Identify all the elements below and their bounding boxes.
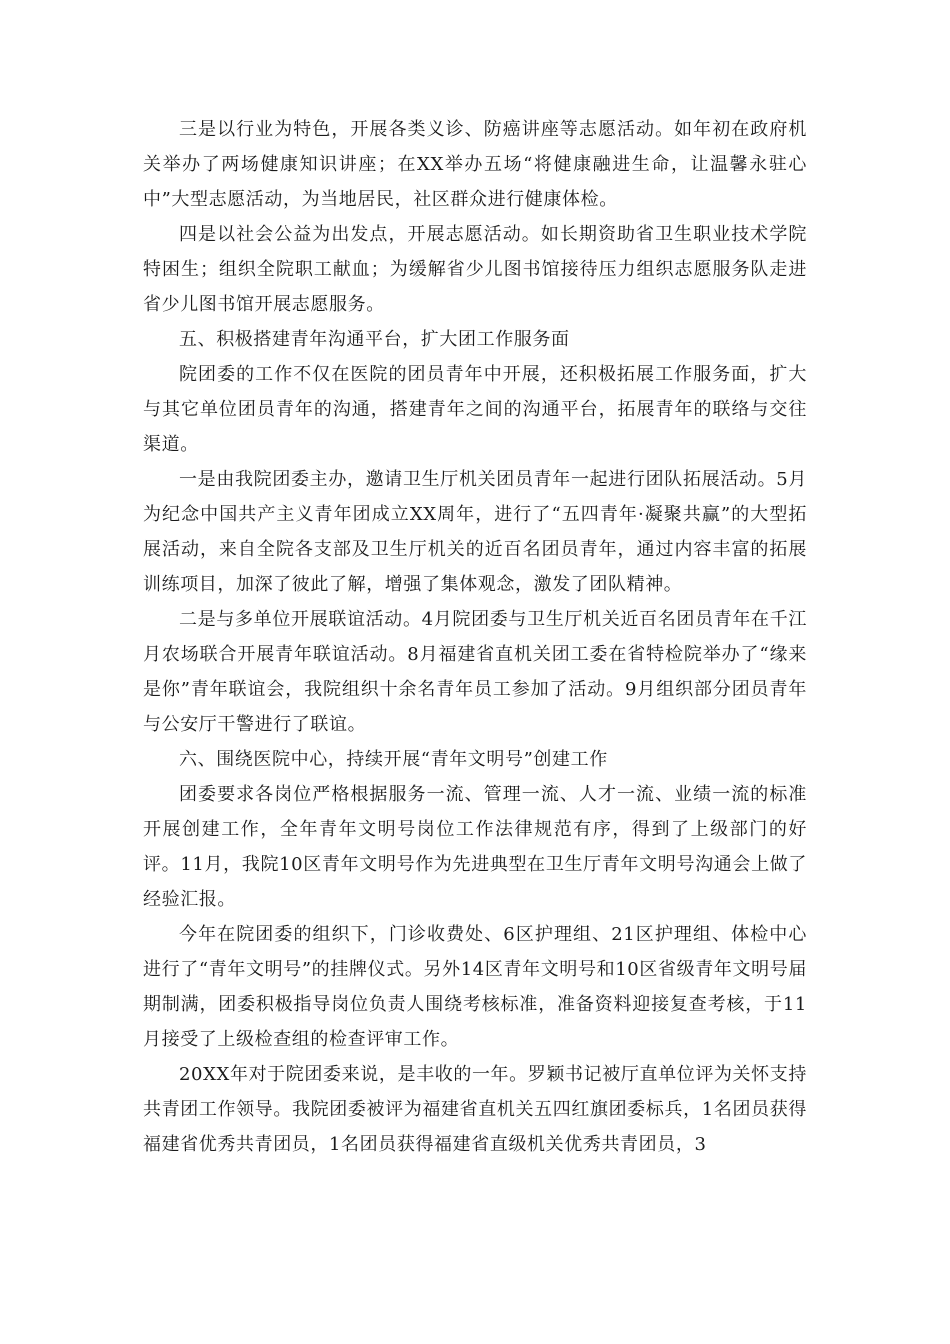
paragraph: 20XX年对于院团委来说，是丰收的一年。罗颖书记被厅直单位评为关怀支持共青团工作领导。我院团委被评为福建省直机关五四红旗团委标兵，1名团员获得福建省优秀共青团员，1名团员获得福建省直级机关优秀共青团员，3 xyxy=(143,1064,807,1155)
section-heading: 六、围绕医院中心，持续开展“青年文明号”创建工作 xyxy=(179,749,608,770)
paragraph: 四是以社会公益为出发点，开展志愿活动。如长期资助省卫生职业技术学院特困生；组织全院职工献血；为缓解省少儿图书馆接待压力组织志愿服务队走进省少儿图书馆开展志愿服务。 xyxy=(143,224,807,315)
paragraph: 二是与多单位开展联谊活动。4月院团委与卫生厅机关近百名团员青年在千江月农场联合开展青年联谊活动。8月福建省直机关团工委在省特检院举办了“缘来是你”青年联谊会，我院组织十余名青年员工参加了活动。9月组织部分团员青年与公安厅干警进行了联谊。 xyxy=(143,609,807,735)
section-heading: 五、积极搭建青年沟通平台，扩大团工作服务面 xyxy=(179,329,570,350)
paragraph: 今年在院团委的组织下，门诊收费处、6区护理组、21区护理组、体检中心进行了“青年文明号”的挂牌仪式。另外14区青年文明号和10区省级青年文明号届期制满，团委积极指导岗位负责人围绕考核标准，准备资料迎接复查考核，于11月接受了上级检查组的检查评审工作。 xyxy=(143,924,807,1050)
paragraph: 三是以行业为特色，开展各类义诊、防癌讲座等志愿活动。如年初在政府机关举办了两场健康知识讲座；在XX举办五场“将健康融进生命，让温馨永驻心中”大型志愿活动，为当地居民，社区群众进行健康体检。 xyxy=(143,119,807,210)
document-body xyxy=(143,112,807,1162)
paragraph: 团委要求各岗位严格根据服务一流、管理一流、人才一流、业绩一流的标准开展创建工作，全年青年文明号岗位工作法律规范有序，得到了上级部门的好评。11月，我院10区青年文明号作为先进典型在卫生厅青年文明号沟通会上做了经验汇报。 xyxy=(143,784,807,910)
paragraph: 一是由我院团委主办，邀请卫生厅机关团员青年一起进行团队拓展活动。5月为纪念中国共产主义青年团成立XX周年，进行了“五四青年·凝聚共赢”的大型拓展活动，来自全院各支部及卫生厅机关的近百名团员青年，通过内容丰富的拓展训练项目，加深了彼此了解，增强了集体观念，激发了团队精神。 xyxy=(143,469,807,595)
paragraph: 院团委的工作不仅在医院的团员青年中开展，还积极拓展工作服务面，扩大与其它单位团员青年的沟通，搭建青年之间的沟通平台，拓展青年的联络与交往渠道。 xyxy=(143,364,807,455)
